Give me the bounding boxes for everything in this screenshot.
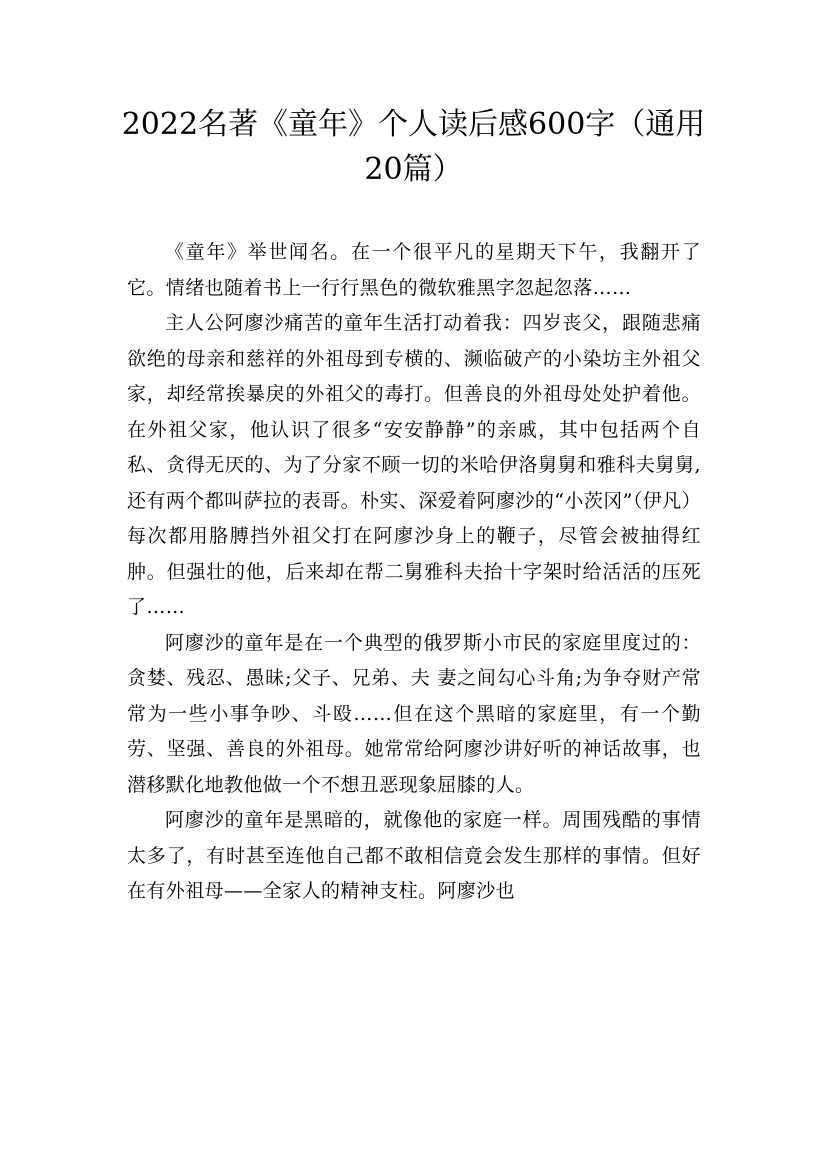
paragraph: 《童年》举世闻名。在一个很平凡的星期天下午，我翻开了它。情绪也随着书上一行行黑色的微软雅黑字忽起忽落…… xyxy=(127,241,701,299)
document-title: 2022名著《童年》个人读后感600字（通用20篇） xyxy=(121,107,706,187)
paragraph: 阿廖沙的童年是黑暗的，就像他的家庭一样。周围残酷的事情太多了，有时甚至连他自己都不敢相信竟会发生那样的事情。但好在有外祖母——全家人的精神支柱。阿廖沙也 xyxy=(127,809,701,902)
paragraph: 阿廖沙的童年是在一个典型的俄罗斯小市民的家庭里度过的：贪婪、残忍、愚昧;父子、兄弟、夫 妻之间勾心斗角;为争夺财产常常为一些小事争吵、斗殴……但在这个黑暗的家庭里，有一个勤劳、坚强、善良的外祖母。她常常给阿廖沙讲好听的神话故事，也潜移默化地教他做一个不想丑恶现象屈膝的人。 xyxy=(127,631,701,796)
paragraph: 主人公阿廖沙痛苦的童年生活打动着我：四岁丧父，跟随悲痛欲绝的母亲和慈祥的外祖母到专横的、濒临破产的小染坊主外祖父家，却经常挨暴戾的外祖父的毒打。但善良的外祖母处处护着他。在外祖父家，他认识了很多“安安静静”的亲戚，其中包括两个自私、贪得无厌的、为了分家不顾一切的米哈伊洛舅舅和雅科夫舅舅,还有两个都叫萨拉的表哥。朴实、深爱着阿廖沙的“小茨冈”（伊凡）每次都用胳膊挡外祖父打在阿廖沙身上的鞭子，尽管会被抽得红肿。但强壮的他，后来却在帮二舅雅科夫抬十字架时给活活的压死了…… xyxy=(127,312,701,618)
document-body xyxy=(127,235,701,910)
